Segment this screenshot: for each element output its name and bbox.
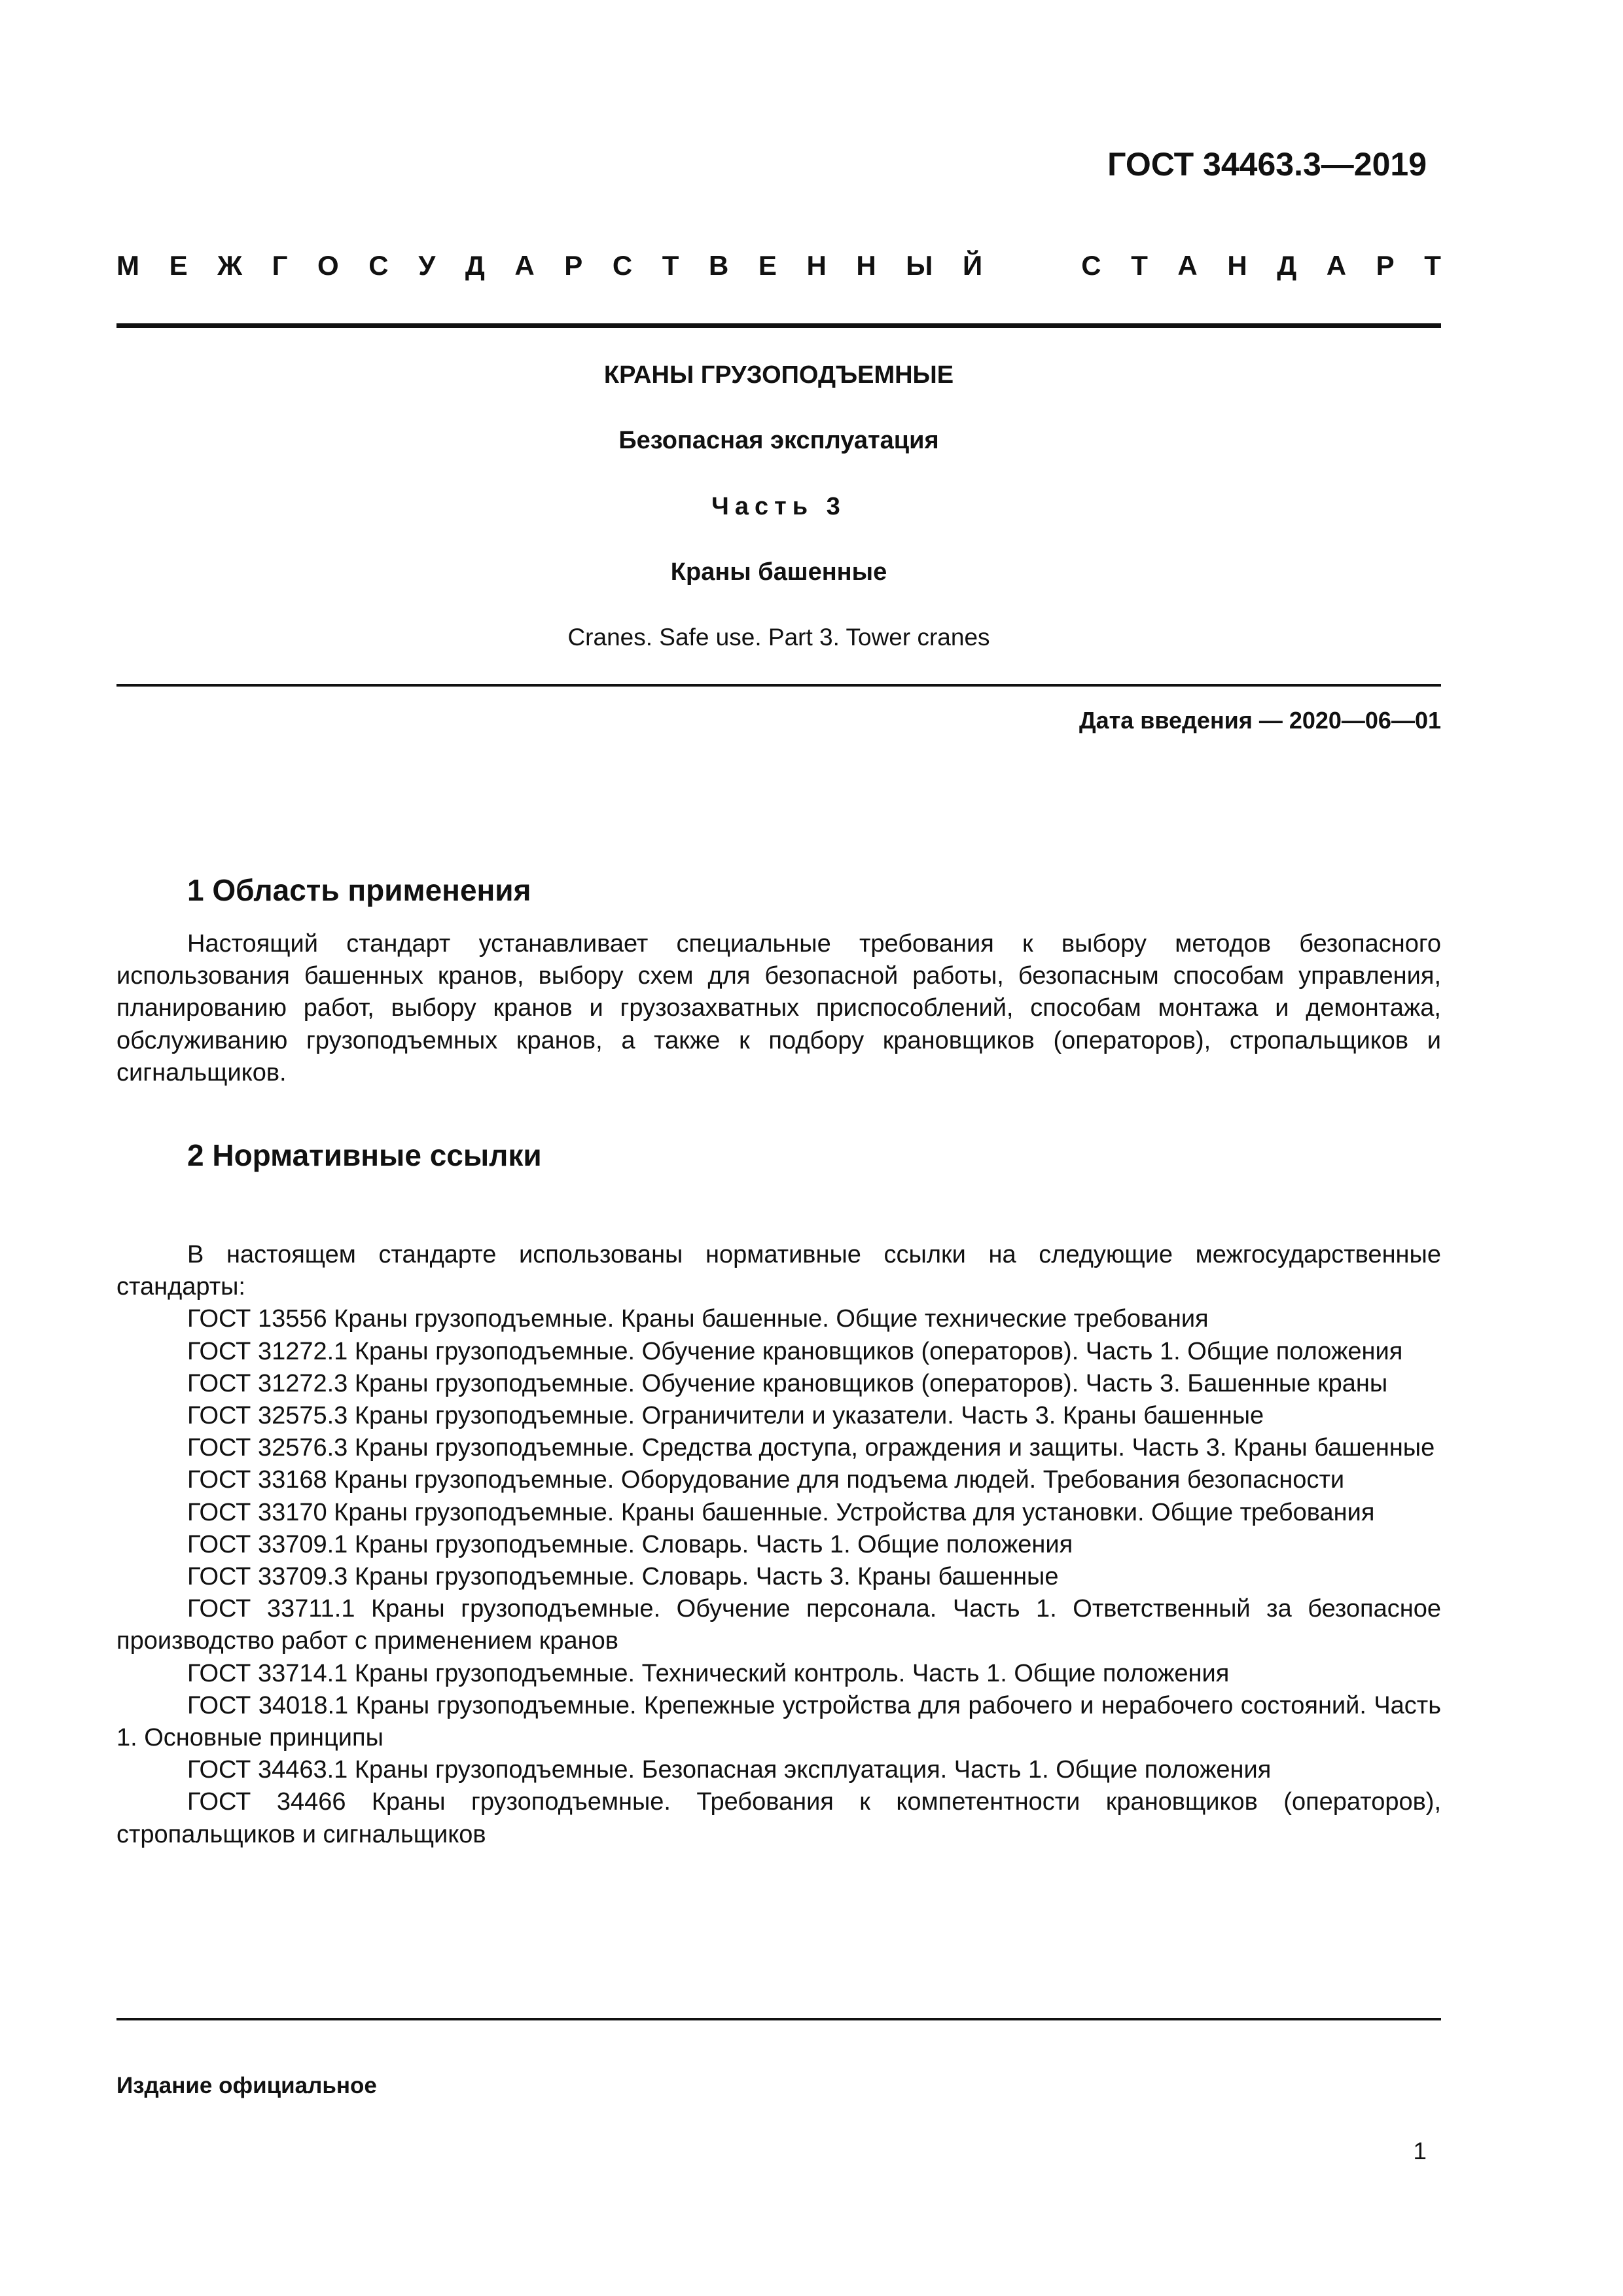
reference-item: ГОСТ 33709.1 Краны грузоподъемные. Словарь. Часть 1. Общие положения bbox=[187, 1530, 1073, 1558]
references-list bbox=[116, 1239, 1441, 1851]
banner-letter: А bbox=[1177, 250, 1198, 281]
page-number: 1 bbox=[1413, 2138, 1427, 2164]
banner-letter: Н bbox=[806, 250, 827, 281]
banner-letter: С bbox=[612, 250, 633, 281]
banner-letter: С bbox=[1081, 250, 1101, 281]
reference-item: ГОСТ 31272.3 Краны грузоподъемные. Обучение крановщиков (операторов). Часть 3. Башенные краны bbox=[187, 1369, 1388, 1397]
document-part-name: Краны башенные bbox=[670, 558, 887, 586]
reference-item: ГОСТ 34466 Краны грузоподъемные. Требования к компетентности крановщиков (операторов), стропальщиков и сигнальщиков bbox=[116, 1788, 1441, 1848]
banner-letter: Е bbox=[169, 250, 188, 281]
reference-item: ГОСТ 32576.3 Краны грузоподъемные. Средства доступа, ограждения и защиты. Часть 3. Краны башенные bbox=[187, 1434, 1435, 1462]
banner-letter: С bbox=[368, 250, 389, 281]
reference-item: ГОСТ 33168 Краны грузоподъемные. Оборудование для подъема людей. Требования безопасности bbox=[187, 1466, 1345, 1494]
banner-letter: А bbox=[1326, 250, 1347, 281]
document-part: Часть 3 bbox=[711, 493, 846, 520]
banner-letter: Н bbox=[856, 250, 876, 281]
banner-letter: Д bbox=[465, 250, 485, 281]
english-title: Cranes. Safe use. Part 3. Tower cranes bbox=[567, 624, 990, 651]
banner-letter: А bbox=[514, 250, 535, 281]
reference-item: ГОСТ 31272.1 Краны грузоподъемные. Обучение крановщиков (операторов). Часть 1. Общие положения bbox=[187, 1337, 1403, 1365]
banner-letter: У bbox=[418, 250, 436, 281]
banner-letter: Р bbox=[1376, 250, 1395, 281]
reference-item: ГОСТ 32575.3 Краны грузоподъемные. Ограничители и указатели. Часть 3. Краны башенные bbox=[187, 1402, 1264, 1430]
banner-letter: Ы bbox=[906, 250, 933, 281]
banner-letter: Д bbox=[1277, 250, 1297, 281]
banner-letter: М bbox=[116, 250, 139, 281]
banner-letter: Н bbox=[1227, 250, 1247, 281]
reference-item: ГОСТ 33711.1 Краны грузоподъемные. Обучение персонала. Часть 1. Ответственный за безопасное производство работ с применением кранов bbox=[116, 1595, 1441, 1655]
section-heading-references: 2 Нормативные ссылки bbox=[187, 1138, 542, 1172]
title-divider bbox=[116, 684, 1441, 687]
footer-divider bbox=[116, 2018, 1441, 2020]
banner-letter: Г bbox=[272, 250, 288, 281]
intro-date: Дата введения — 2020—06—01 bbox=[1079, 707, 1441, 734]
banner-letter: Й bbox=[962, 250, 983, 281]
banner-letter: Т bbox=[1424, 250, 1441, 281]
banner-letter: Р bbox=[564, 250, 583, 281]
interstate-standard-banner bbox=[116, 250, 1441, 281]
reference-item: ГОСТ 13556 Краны грузоподъемные. Краны башенные. Общие технические требования bbox=[187, 1305, 1209, 1333]
banner-letter: Е bbox=[758, 250, 777, 281]
document-subtitle: Безопасная эксплуатация bbox=[618, 427, 939, 454]
standard-code: ГОСТ 34463.3—2019 bbox=[1107, 146, 1427, 183]
reference-item: ГОСТ 33714.1 Краны грузоподъемные. Технический контроль. Часть 1. Общие положения bbox=[187, 1659, 1230, 1687]
section-heading-scope: 1 Область применения bbox=[187, 873, 531, 907]
reference-item: ГОСТ 34463.1 Краны грузоподъемные. Безопасная эксплуатация. Часть 1. Общие положения bbox=[187, 1756, 1272, 1784]
references-intro: В настоящем стандарте использованы нормативные ссылки на следующие межгосударственные стандарты: bbox=[116, 1241, 1441, 1301]
banner-letter: В bbox=[708, 250, 729, 281]
banner-letter: О bbox=[317, 250, 339, 281]
scope-paragraph: Настоящий стандарт устанавливает специальные требования к выбору методов безопасного использования башенных кранов, выбору схем для безопасной работы, безопасным способам управления, планированию работ, выбору кранов и грузозахватных приспособлений, способам монтажа и демонтажа, обслуживанию грузоподъемных кранов, а также к подбору крановщиков (операторов), стропальщиков и сигнальщиков. bbox=[116, 930, 1441, 1086]
banner-letter: Т bbox=[662, 250, 679, 281]
banner-letter: Т bbox=[1131, 250, 1148, 281]
banner-letter: Ж bbox=[217, 250, 243, 281]
reference-item: ГОСТ 33170 Краны грузоподъемные. Краны башенные. Устройства для установки. Общие требования bbox=[187, 1498, 1375, 1526]
document-title: КРАНЫ ГРУЗОПОДЪЕМНЫЕ bbox=[603, 361, 954, 389]
banner-word-gap bbox=[1012, 250, 1052, 281]
official-edition-label: Издание официальное bbox=[116, 2073, 377, 2098]
reference-item: ГОСТ 34018.1 Краны грузоподъемные. Крепежные устройства для рабочего и нерабочего состояний. Часть 1. Основные принципы bbox=[116, 1691, 1441, 1752]
banner-divider bbox=[116, 323, 1441, 328]
reference-item: ГОСТ 33709.3 Краны грузоподъемные. Словарь. Часть 3. Краны башенные bbox=[187, 1563, 1059, 1591]
